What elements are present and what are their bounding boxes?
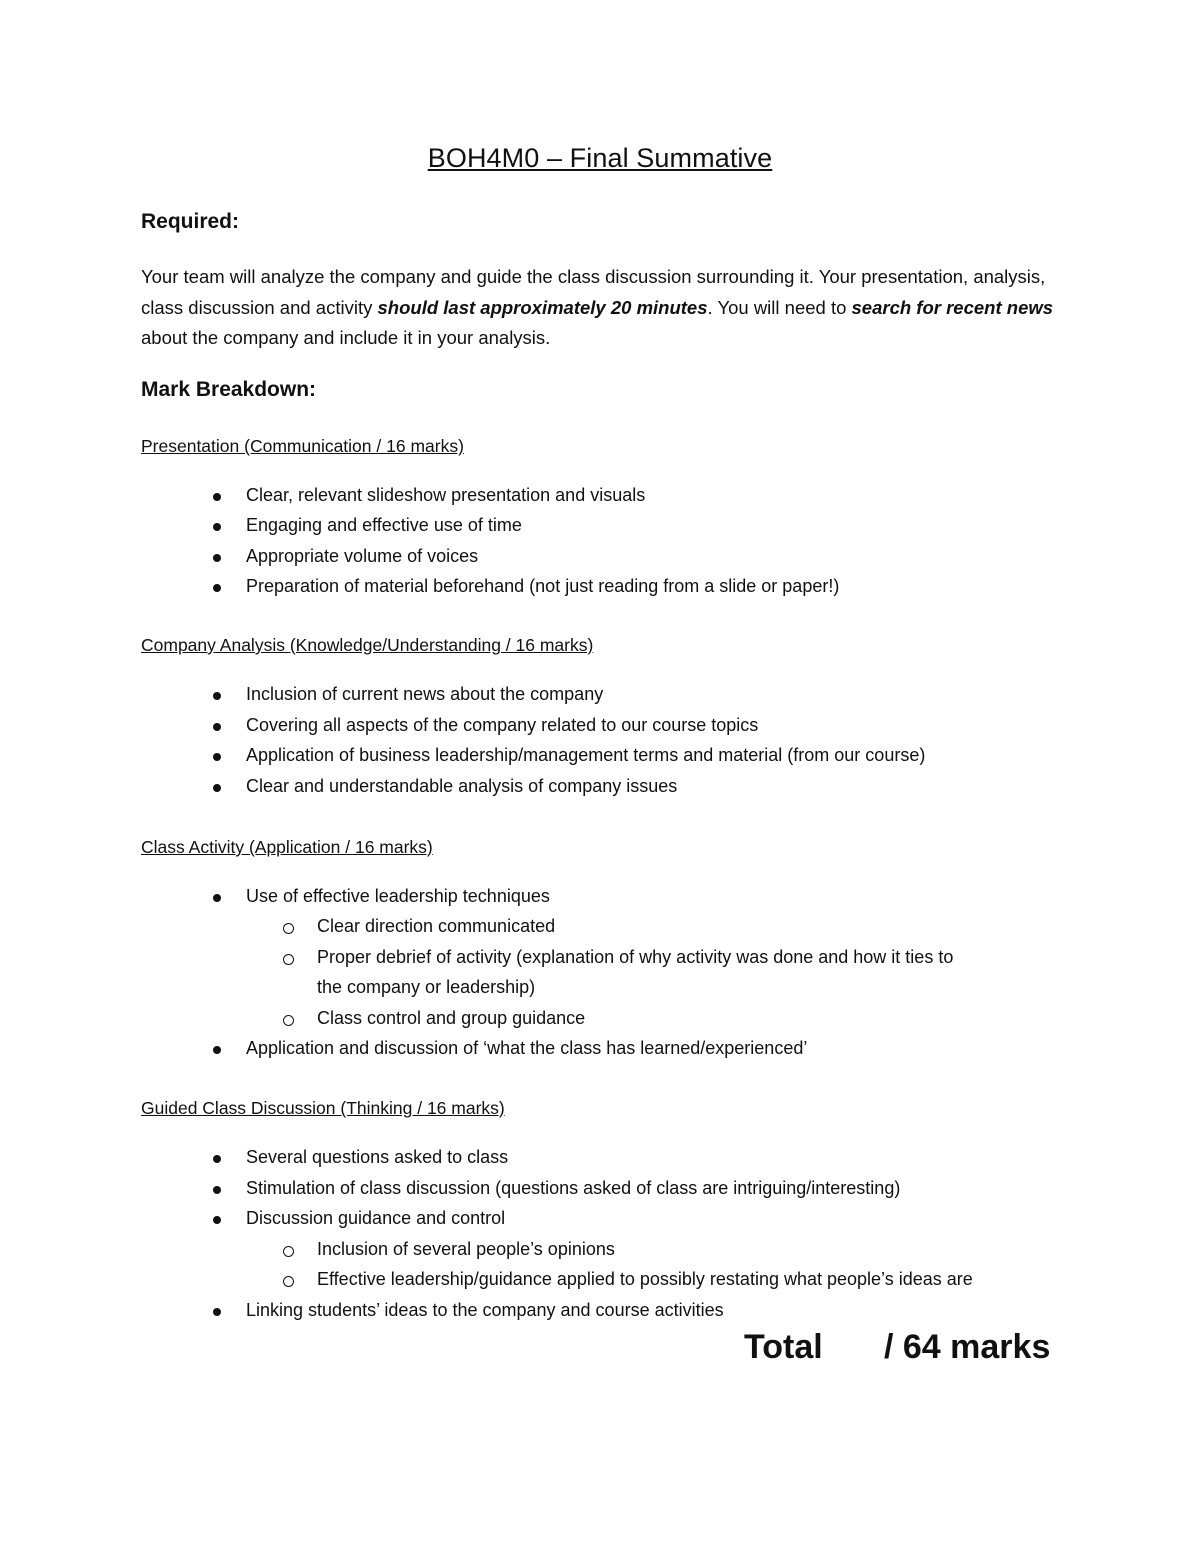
- total-label: Total: [744, 1328, 823, 1366]
- bullet-icon: [213, 1216, 221, 1224]
- list-item: Clear, relevant slideshow presentation and visuals: [246, 485, 645, 506]
- circle-bullet-icon: [283, 1276, 294, 1287]
- activity-heading: Class Activity (Application / 16 marks): [141, 837, 433, 857]
- bullet-icon: [213, 523, 221, 531]
- list-item: Several questions asked to class: [246, 1147, 508, 1168]
- list-item: Application of business leadership/management terms and material (from our course): [246, 745, 925, 766]
- list-item: Application and discussion of ‘what the class has learned/experienced’: [246, 1038, 807, 1059]
- required-text-1: Your team will analyze the company and guide the class discussion surrounding it. Your presentation, analysis, class discussion and activity: [141, 266, 1046, 318]
- analysis-heading: Company Analysis (Knowledge/Understanding / 16 marks): [141, 635, 594, 655]
- sub-list-item: Class control and group guidance: [317, 1008, 585, 1029]
- required-text-3: about the company and include it in your analysis.: [141, 327, 551, 348]
- circle-bullet-icon: [283, 954, 294, 965]
- required-heading: Required:: [141, 210, 240, 233]
- bullet-icon: [213, 692, 221, 700]
- bullet-icon: [213, 554, 221, 562]
- total-marks: / 64 marks: [884, 1328, 1051, 1366]
- list-item: Stimulation of class discussion (questions asked of class are intriguing/interesting): [246, 1178, 900, 1199]
- bullet-icon: [213, 1186, 221, 1194]
- presentation-heading: Presentation (Communication / 16 marks): [141, 436, 464, 456]
- bullet-icon: [213, 723, 221, 731]
- document-title: BOH4M0 – Final Summative: [427, 143, 773, 173]
- list-item: Appropriate volume of voices: [246, 546, 478, 567]
- list-item: Engaging and effective use of time: [246, 515, 522, 536]
- bullet-icon: [213, 1046, 221, 1054]
- bullet-icon: [213, 784, 221, 792]
- bullet-icon: [213, 584, 221, 592]
- circle-bullet-icon: [283, 1015, 294, 1026]
- required-text-2: . You will need to: [707, 296, 852, 318]
- bullet-icon: [213, 1155, 221, 1163]
- sub-list-item: Clear direction communicated: [317, 916, 555, 937]
- discussion-heading: Guided Class Discussion (Thinking / 16 marks): [141, 1098, 505, 1118]
- sub-list-item-continuation: the company or leadership): [317, 977, 536, 997]
- list-item: Inclusion of current news about the company: [246, 684, 603, 705]
- circle-bullet-icon: [283, 1246, 294, 1257]
- list-item: Discussion guidance and control: [246, 1208, 505, 1229]
- list-item: Linking students’ ideas to the company and course activities: [246, 1300, 724, 1321]
- sub-list-item: Effective leadership/guidance applied to possibly restating what people’s ideas are: [317, 1269, 973, 1290]
- list-item: Preparation of material beforehand (not just reading from a slide or paper!): [246, 576, 839, 597]
- circle-bullet-icon: [283, 923, 294, 934]
- sub-list-item: Inclusion of several people’s opinions: [317, 1239, 615, 1260]
- required-bold-duration: should last approximately 20 minutes: [377, 296, 708, 318]
- bullet-icon: [213, 753, 221, 761]
- list-item: Clear and understandable analysis of company issues: [246, 776, 677, 797]
- bullet-icon: [213, 894, 221, 902]
- required-bold-news: search for recent news: [851, 296, 1054, 318]
- list-item: Covering all aspects of the company related to our course topics: [246, 715, 758, 736]
- sub-list-item: Proper debrief of activity (explanation of why activity was done and how it ties to: [317, 947, 953, 968]
- bullet-icon: [213, 1308, 221, 1316]
- bullet-icon: [213, 493, 221, 501]
- required-paragraph: [141, 262, 1071, 354]
- mark-breakdown-heading: Mark Breakdown:: [141, 378, 317, 401]
- list-item: Use of effective leadership techniques: [246, 886, 550, 907]
